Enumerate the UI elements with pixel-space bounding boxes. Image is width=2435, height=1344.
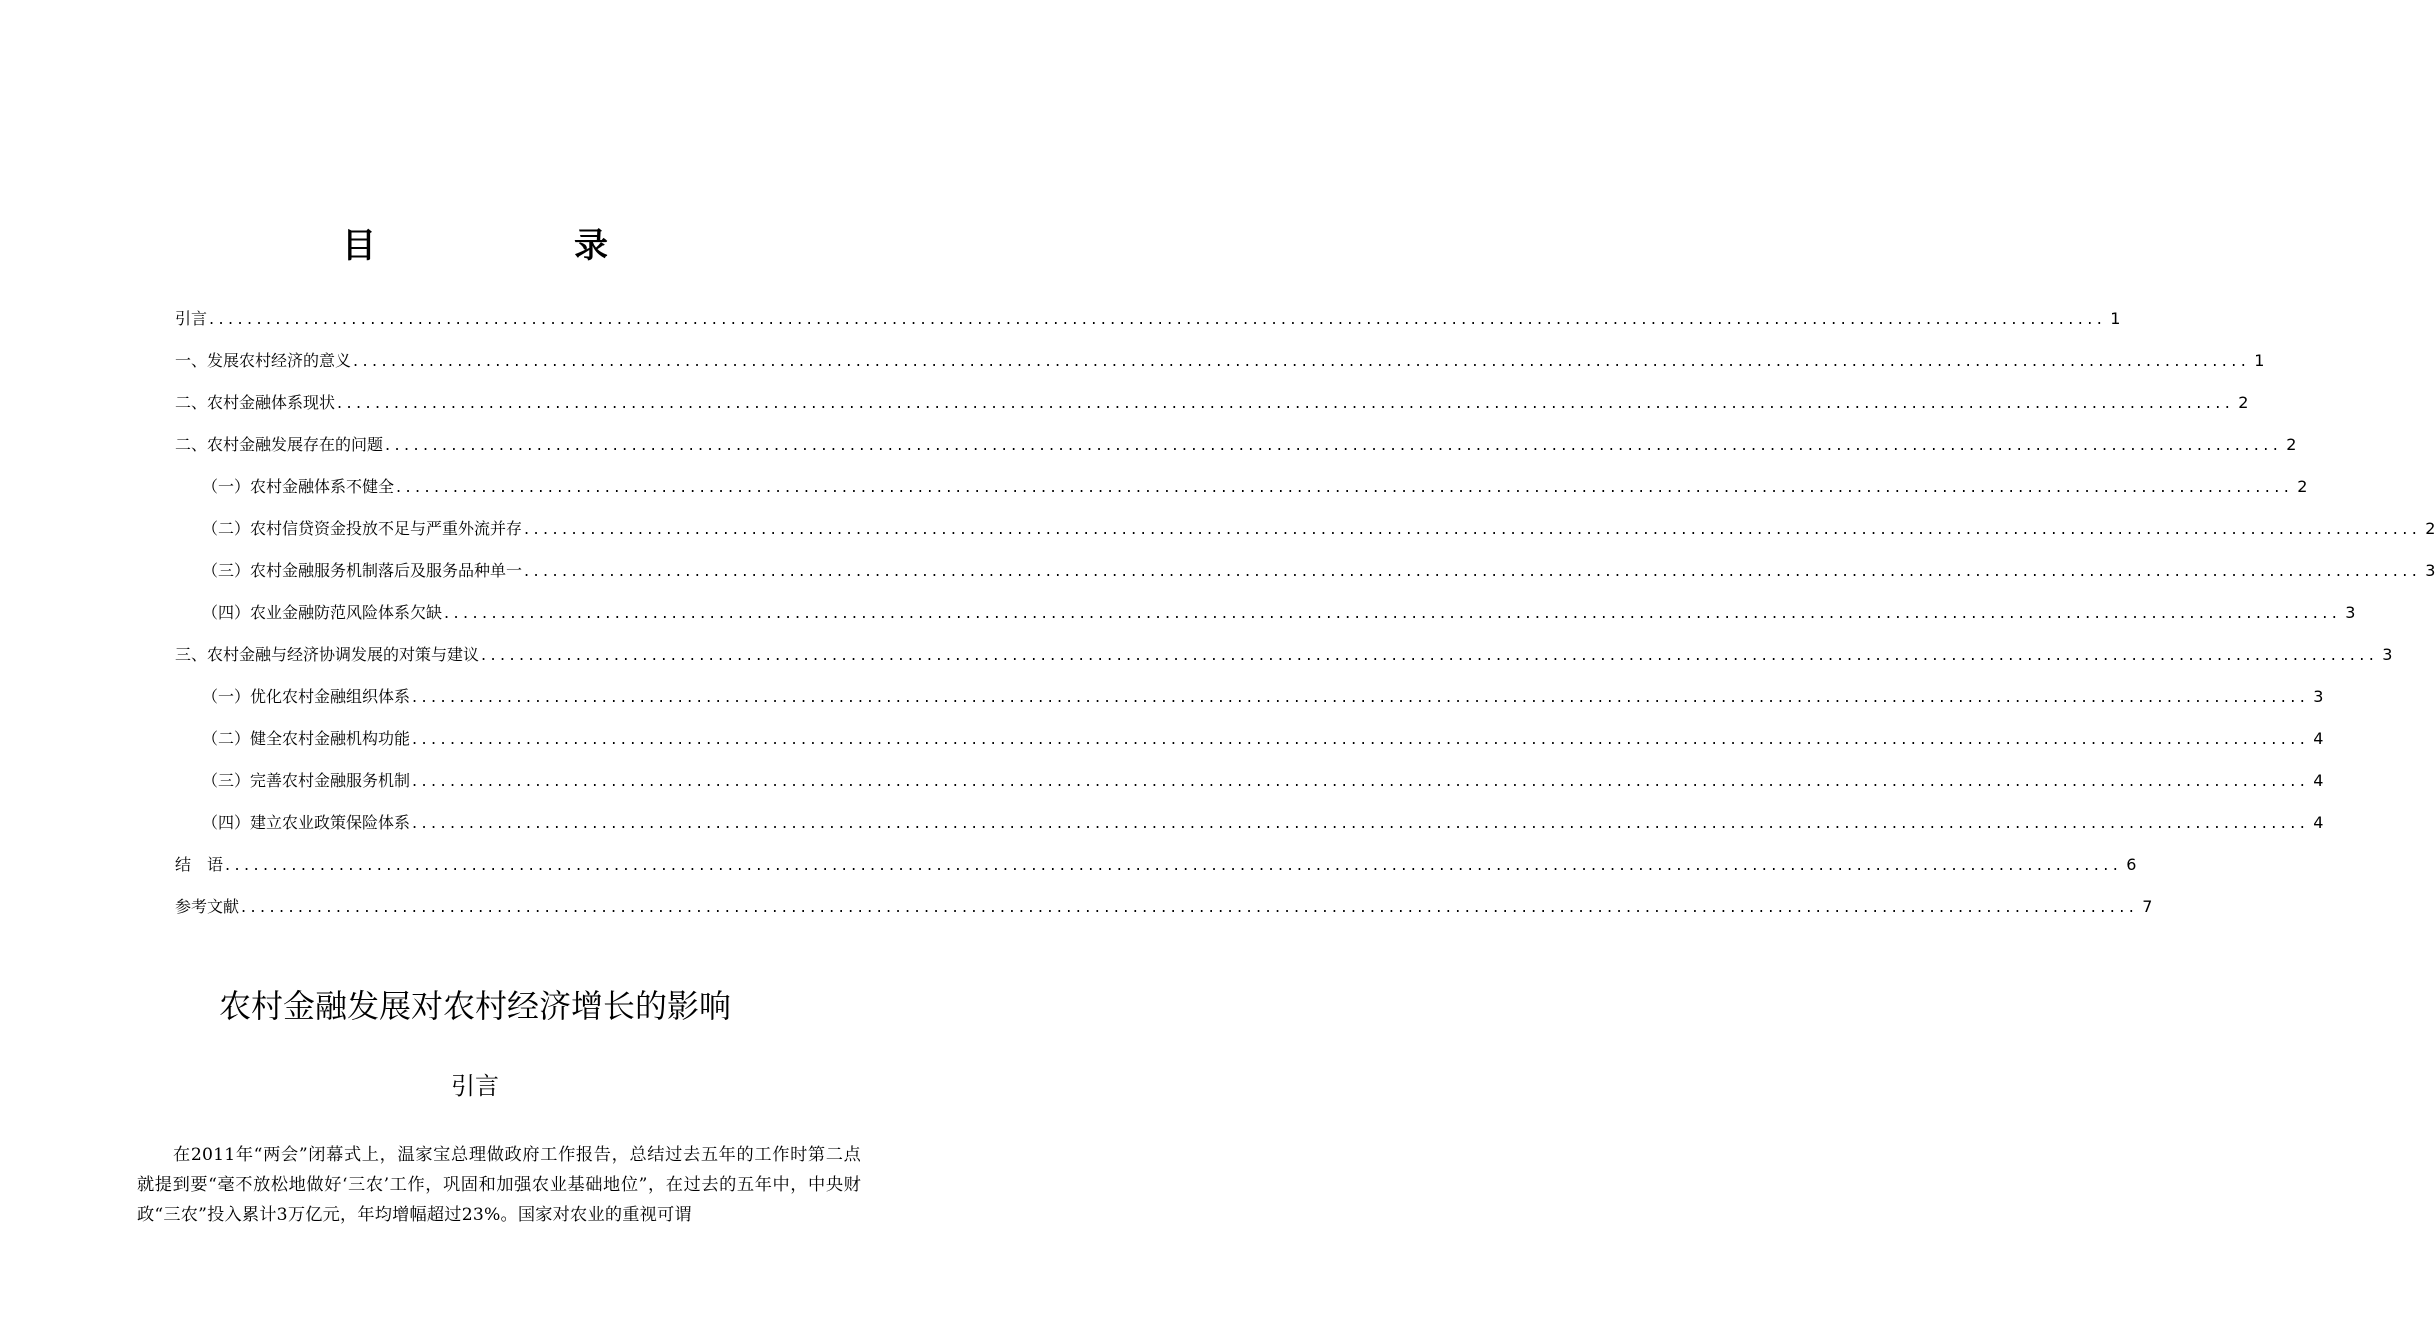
toc-entry[interactable] — [175, 641, 2393, 683]
toc-entry-label: 结 语 — [175, 855, 224, 874]
toc-entry-label: （四）建立农业政策保险体系 — [202, 813, 411, 832]
toc-entry[interactable] — [175, 725, 2324, 767]
toc-entry-page-number: 4 — [2313, 729, 2324, 748]
toc-entry-page-number: 3 — [2425, 561, 2435, 580]
toc-entry-label: 参考文献 — [175, 897, 240, 916]
toc-entry-label: 一、发展农村经济的意义 — [175, 351, 352, 370]
toc-entry-label: 引言 — [175, 309, 208, 328]
toc-dot-leader: ........................................................................................................................................................................................................ — [524, 519, 2422, 538]
toc-entry-label: 三、农村金融与经济协调发展的对策与建议 — [175, 645, 480, 664]
toc-entry[interactable] — [175, 515, 2435, 557]
toc-entry[interactable] — [175, 809, 2324, 851]
toc-entry-page-number: 4 — [2313, 813, 2324, 832]
toc-entry[interactable] — [175, 305, 2121, 347]
toc-dot-leader: ........................................................................................................................................................................................................ — [353, 351, 2251, 370]
section-title: 引言 — [451, 1072, 499, 1100]
toc-entry-label: 二、农村金融体系现状 — [175, 393, 336, 412]
toc-entry[interactable] — [175, 851, 2137, 893]
toc-dot-leader: ........................................................................................................................................................................................................ — [412, 687, 2310, 706]
toc-entry-page-number: 6 — [2126, 855, 2137, 874]
toc-entry[interactable] — [175, 431, 2297, 473]
toc-dot-leader: ........................................................................................................................................................................................................ — [481, 645, 2379, 664]
toc-entry-page-number: 2 — [2297, 477, 2308, 496]
toc-dot-leader: ........................................................................................................................................................................................................ — [396, 477, 2294, 496]
toc-entry-label: （一）农村金融体系不健全 — [202, 477, 395, 496]
toc-entry-page-number: 2 — [2425, 519, 2435, 538]
toc-entry-label: （二）农村信贷资金投放不足与严重外流并存 — [202, 519, 523, 538]
toc-entry-page-number: 2 — [2238, 393, 2249, 412]
toc-entry-page-number: 3 — [2345, 603, 2356, 622]
toc-entry[interactable] — [175, 893, 2153, 935]
toc-entry-page-number: 3 — [2382, 645, 2393, 664]
toc-entry[interactable] — [175, 767, 2324, 809]
toc-dot-leader: ........................................................................................................................................................................................................ — [385, 435, 2283, 454]
body-paragraph: 在2011年“两会”闭幕式上，温家宝总理做政府工作报告，总结过去五年的工作时第二点就提到要“毫不放松地做好‘三农’工作，巩固和加强农业基础地位”，在过去的五年中，中央财政“三农”投入累计3万亿元，年均增幅超过23%。国家对农业的重视可谓 — [137, 1145, 861, 1225]
toc-title: 目 录 — [342, 226, 690, 266]
toc-entry[interactable] — [175, 389, 2249, 431]
toc-entry[interactable] — [175, 473, 2308, 515]
toc-entry-page-number: 1 — [2254, 351, 2265, 370]
toc-entry[interactable] — [175, 599, 2356, 641]
toc-entry[interactable] — [175, 347, 2265, 389]
toc-entry[interactable] — [175, 683, 2324, 725]
toc-entry-page-number: 4 — [2313, 771, 2324, 790]
toc-dot-leader: ........................................................................................................................................................................................................ — [412, 813, 2310, 832]
toc-entry-page-number: 3 — [2313, 687, 2324, 706]
toc-entry-label: （一）优化农村金融组织体系 — [202, 687, 411, 706]
toc-dot-leader: ........................................................................................................................................................................................................ — [444, 603, 2342, 622]
toc-dot-leader: ........................................................................................................................................................................................................ — [209, 309, 2107, 328]
toc-entry-page-number: 2 — [2286, 435, 2297, 454]
toc-dot-leader: ........................................................................................................................................................................................................ — [412, 771, 2310, 790]
toc-entry-page-number: 7 — [2142, 897, 2153, 916]
toc-entry[interactable] — [175, 557, 2435, 599]
table-of-contents — [175, 305, 2435, 935]
toc-entry-label: （三）农村金融服务机制落后及服务品种单一 — [202, 561, 523, 580]
toc-dot-leader: ........................................................................................................................................................................................................ — [337, 393, 2235, 412]
toc-dot-leader: ........................................................................................................................................................................................................ — [524, 561, 2422, 580]
toc-entry-label: 二、农村金融发展存在的问题 — [175, 435, 384, 454]
toc-dot-leader: ........................................................................................................................................................................................................ — [225, 855, 2123, 874]
toc-dot-leader: ........................................................................................................................................................................................................ — [412, 729, 2310, 748]
document-title: 农村金融发展对农村经济增长的影响 — [218, 987, 731, 1025]
toc-entry-label: （三）完善农村金融服务机制 — [202, 771, 411, 790]
toc-entry-label: （四）农业金融防范风险体系欠缺 — [202, 603, 443, 622]
toc-entry-label: （二）健全农村金融机构功能 — [202, 729, 411, 748]
toc-dot-leader: ........................................................................................................................................................................................................ — [241, 897, 2139, 916]
toc-entry-page-number: 1 — [2110, 309, 2121, 328]
